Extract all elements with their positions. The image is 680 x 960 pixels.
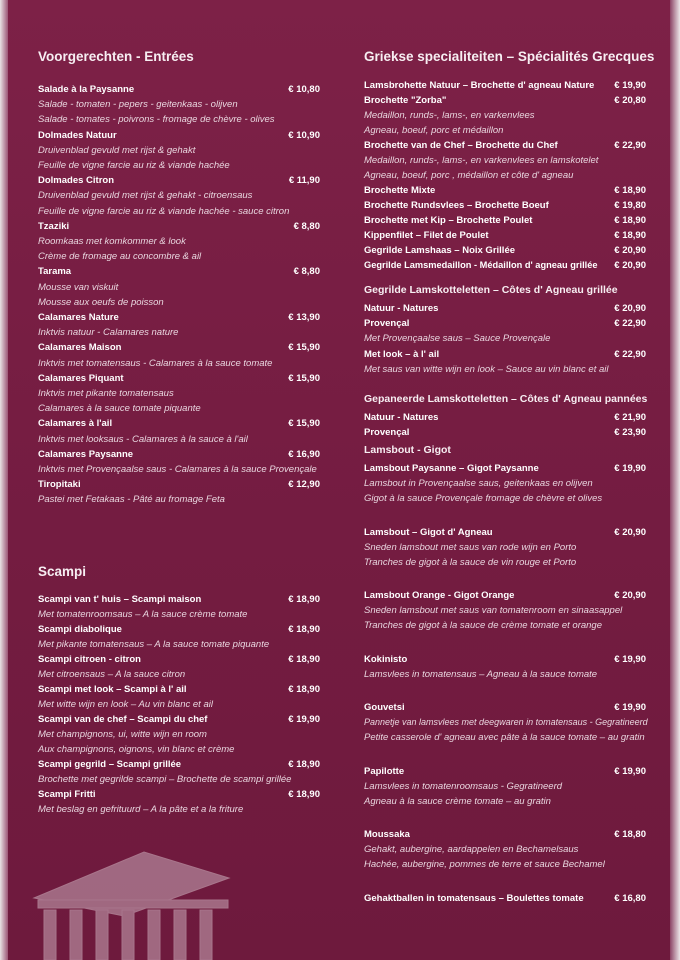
section-heading-greek: Griekse specialiteiten – Spécialités Grecques — [364, 49, 655, 64]
menu-item — [38, 684, 320, 698]
menu-item — [364, 654, 646, 668]
item-description: Inktvis met Provençaalse saus - Calamares à la sauce Provençale — [38, 464, 317, 475]
item-price: € 19,90 — [614, 80, 646, 91]
menu-item — [38, 266, 320, 280]
item-price: € 8,80 — [293, 220, 320, 232]
item-name: Moussaka — [364, 829, 410, 840]
section-heading-scampi: Scampi — [38, 564, 87, 579]
item-name: Scampi Fritti — [38, 789, 96, 800]
item-price: € 18,90 — [614, 185, 646, 196]
menu-item — [364, 702, 646, 716]
item-name: Scampi citroen - citron — [38, 654, 141, 665]
item-name: Calamares Piquant — [38, 372, 124, 384]
item-name: Scampi diabolique — [38, 624, 122, 635]
item-name: Lamsbout Orange - Gigot Orange — [364, 590, 515, 601]
menu-item — [364, 230, 646, 244]
item-name: Brochette van de Chef – Brochette du Chef — [364, 140, 558, 151]
menu-item — [364, 527, 646, 541]
menu-item — [364, 200, 646, 214]
item-description: Pastei met Fetakaas - Pâté au fromage Feta — [38, 494, 225, 506]
item-description: Agneau, boeuf, porc , médaillon et côte d' agneau — [364, 170, 574, 181]
item-price: € 21,90 — [614, 412, 646, 423]
item-price: € 18,90 — [288, 654, 320, 665]
item-description: Sneden lamsbout met saus van rode wijn en Porto — [364, 541, 577, 553]
item-description: Lamsvlees in tomatenroomsaus - Gegratineerd — [364, 780, 563, 792]
item-description: Inktvis met tomatensaus - Calamares à la sauce tomate — [38, 357, 273, 369]
item-description: Medaillon, runds-, lams-, en varkenvlees — [364, 110, 535, 121]
item-name: Brochette met Kip – Brochette Poulet — [364, 215, 533, 226]
item-description: Met citroensaus – A la sauce citron — [38, 669, 186, 680]
item-description: Mousse aux oeufs de poisson — [38, 296, 164, 308]
item-description: Agneau, boeuf, porc et médaillon — [364, 125, 504, 136]
item-name: Provençal — [364, 427, 410, 438]
item-price: € 22,90 — [614, 318, 646, 330]
item-name: Natuur - Natures — [364, 303, 439, 314]
item-description: Tranches de gigot à la sauce de vin rouge et Porto — [364, 556, 577, 568]
item-description: Petite casserole d' agneau avec pâte à la sauce tomate – au gratin — [364, 732, 645, 743]
menu-item — [364, 185, 646, 199]
item-description: Lamsvlees in tomatensaus – Agneau à la sauce tomate — [364, 668, 598, 680]
item-description: Medaillon, runds-, lams-, en varkenvlees en lamskotelet — [364, 155, 599, 166]
item-description: Calamares à la sauce tomate piquante — [38, 403, 201, 415]
item-description: Lamsbout in Provençaalse saus, geitenkaas en olijven — [364, 478, 593, 489]
item-name: Scampi met look – Scampi à l' ail — [38, 684, 187, 695]
item-price: € 18,90 — [288, 624, 320, 635]
menu-item — [38, 221, 320, 235]
item-price: € 20,90 — [614, 260, 646, 271]
menu-item — [364, 80, 646, 94]
item-name: Scampi gegrild – Scampi grillée — [38, 759, 182, 770]
item-description: Agneau à la sauce crème tomate – au gratin — [364, 795, 551, 807]
item-name: Salade à la Paysanne — [38, 84, 135, 95]
item-name: Gouvetsi — [364, 702, 405, 713]
item-description: Roomkaas met komkommer & look — [38, 236, 186, 247]
section-heading-grilled: Gegrilde Lamskotteletten – Côtes d' Agneau grillée — [364, 284, 618, 296]
item-name: Scampi van t' huis – Scampi maison — [38, 594, 202, 605]
item-name: Lamsbout Paysanne – Gigot Paysanne — [364, 463, 539, 474]
item-price: € 18,80 — [614, 829, 646, 840]
item-name: Gehaktballen in tomatensaus – Boulettes tomate — [364, 892, 584, 904]
menu-item — [364, 245, 646, 259]
item-description: Feuille de vigne farcie au riz & viande hachée — [38, 160, 230, 171]
menu-item — [364, 427, 646, 441]
menu-item — [38, 312, 320, 326]
item-name: Brochette Mixte — [364, 185, 436, 196]
menu-item — [364, 260, 646, 274]
item-price: € 19,90 — [614, 765, 646, 777]
menu-item — [38, 594, 320, 608]
item-price: € 18,90 — [288, 789, 320, 800]
section-heading-gigot: Lamsbout - Gigot — [364, 444, 451, 456]
item-price: € 19,80 — [614, 200, 646, 211]
menu-item — [364, 766, 646, 780]
item-price: € 20,80 — [614, 95, 646, 106]
menu-item — [364, 829, 646, 843]
item-price: € 20,90 — [614, 245, 646, 256]
item-price: € 8,80 — [293, 266, 320, 278]
item-name: Papilotte — [364, 765, 405, 777]
item-name: Provençal — [364, 318, 410, 330]
item-description: Met tomatenroomsaus – A la sauce crème tomate — [38, 609, 248, 620]
item-price: € 23,90 — [614, 427, 646, 438]
menu-item — [364, 95, 646, 109]
menu-item — [38, 789, 320, 803]
item-price: € 15,90 — [288, 342, 320, 354]
section-heading-starters: Voorgerechten - Entrées — [38, 49, 194, 64]
item-description: Met champignons, ui, witte wijn en room — [38, 729, 207, 740]
menu-item — [364, 303, 646, 317]
menu-item — [364, 349, 646, 363]
item-price: € 22,90 — [614, 348, 646, 360]
item-price: € 20,90 — [614, 303, 646, 314]
item-name: Tarama — [38, 266, 72, 278]
item-name: Calamares à l'ail — [38, 418, 113, 430]
item-price: € 18,90 — [288, 759, 320, 770]
item-description: Crème de fromage au concombre & ail — [38, 251, 202, 263]
item-name: Brochette "Zorba" — [364, 95, 447, 106]
item-description: Gehakt, aubergine, aardappelen en Bechamelsaus — [364, 844, 579, 855]
item-price: € 20,90 — [614, 526, 646, 538]
item-name: Calamares Maison — [38, 342, 122, 354]
item-price: € 19,90 — [614, 702, 646, 713]
item-name: Lamsbout – Gigot d' Agneau — [364, 526, 493, 538]
item-description: Met saus van witte wijn en look – Sauce au vin blanc et ail — [364, 363, 609, 375]
item-description: Aux champignons, oignons, vin blanc et crème — [38, 744, 235, 755]
item-name: Tiropitaki — [38, 479, 81, 491]
item-name: Calamares Nature — [38, 312, 119, 323]
item-description: Gigot à la sauce Provençale fromage de chèvre et olives — [364, 493, 603, 504]
item-description: Druivenblad gevuld met rijst & gehakt - citroensaus — [38, 190, 253, 202]
item-price: € 16,90 — [288, 448, 320, 460]
item-price: € 22,90 — [614, 140, 646, 151]
item-description: Met beslag en gefrituurd – A la pâte et a la friture — [38, 804, 244, 815]
menu-item — [38, 175, 320, 189]
item-price: € 10,90 — [288, 129, 320, 141]
menu-item — [38, 759, 320, 773]
item-price: € 16,80 — [614, 892, 646, 904]
menu-item — [38, 479, 320, 493]
item-price: € 15,90 — [288, 372, 320, 384]
menu-item — [38, 130, 320, 144]
item-name: Natuur - Natures — [364, 412, 439, 423]
menu-item — [38, 342, 320, 356]
menu-item — [364, 463, 646, 477]
item-description: Inktvis met looksaus - Calamares à la sauce à l'ail — [38, 433, 248, 445]
item-description: Met pikante tomatensaus – A la sauce tomate piquante — [38, 639, 270, 650]
section-heading-breaded: Gepaneerde Lamskotteletten – Côtes d' Agneau pannées — [364, 393, 648, 405]
item-price: € 18,90 — [288, 594, 320, 605]
menu-item — [364, 215, 646, 229]
menu-item — [38, 654, 320, 668]
item-name: Kokinisto — [364, 653, 408, 665]
item-price: € 19,90 — [614, 463, 646, 474]
item-price: € 13,90 — [288, 312, 320, 323]
item-description: Inktvis natuur - Calamares nature — [38, 327, 179, 339]
item-name: Calamares Paysanne — [38, 448, 134, 460]
item-name: Gegrilde Lamshaas – Noix Grillée — [364, 245, 516, 256]
item-description: Mousse van viskuit — [38, 281, 119, 293]
item-price: € 18,90 — [614, 215, 646, 226]
item-description: Brochette met gegrilde scampi – Brochette de scampi grillée — [38, 774, 292, 785]
item-name: Lamsbrohette Natuur – Brochette d' agneau Nature — [364, 80, 595, 91]
paper-edge-left — [0, 0, 8, 960]
menu-item — [38, 624, 320, 638]
item-name: Tzaziki — [38, 220, 70, 232]
item-description: Druivenblad gevuld met rijst & gehakt — [38, 144, 196, 156]
item-name: Kippenfilet – Filet de Poulet — [364, 230, 489, 241]
item-description: Met witte wijn en look – Au vin blanc et ail — [38, 699, 213, 710]
menu-item — [364, 893, 646, 907]
item-name: Gegrilde Lamsmedaillon - Médaillon d' agneau grillée — [364, 260, 598, 270]
item-description: Salade - tomates - poivrons - fromage de chèvre - olives — [38, 114, 275, 126]
item-description: Sneden lamsbout met saus van tomatenroom en sinaasappel — [364, 605, 623, 616]
menu-item — [38, 418, 320, 432]
menu-item — [364, 590, 646, 604]
item-description: Hachée, aubergine, pommes de terre et sauce Bechamel — [364, 859, 605, 870]
paper-edge-right — [670, 0, 680, 960]
item-price: € 10,80 — [288, 84, 320, 95]
temple-ruins-icon — [14, 838, 244, 960]
menu-item — [364, 412, 646, 426]
item-description: Feuille de vigne farcie au riz & viande hachée - sauce citron — [38, 205, 290, 217]
item-price: € 20,90 — [614, 590, 646, 601]
item-price: € 19,90 — [614, 653, 646, 665]
item-description: Met Provençaalse saus – Sauce Provençale — [364, 333, 551, 345]
item-description: Pannetje van lamsvlees met deegwaren in tomatensaus - Gegratineerd — [364, 717, 648, 727]
menu-item — [38, 449, 320, 463]
item-price: € 15,90 — [288, 418, 320, 430]
item-name: Brochette Rundsvlees – Brochette Boeuf — [364, 200, 549, 211]
item-price: € 18,90 — [614, 230, 646, 241]
item-price: € 12,90 — [288, 479, 320, 491]
item-name: Met look – à l' ail — [364, 348, 440, 360]
item-price: € 11,90 — [288, 175, 320, 187]
item-description: Inktvis met pikante tomatensaus — [38, 388, 174, 399]
item-name: Scampi van de chef – Scampi du chef — [38, 714, 208, 725]
menu-item — [364, 140, 646, 154]
menu-item — [38, 373, 320, 387]
item-name: Dolmades Citron — [38, 175, 115, 187]
menu-item — [38, 714, 320, 728]
menu-item — [38, 84, 320, 98]
menu-item — [364, 318, 646, 332]
item-price: € 19,90 — [288, 714, 320, 725]
item-price: € 18,90 — [288, 684, 320, 695]
item-description: Tranches de gigot à la sauce de crème tomate et orange — [364, 620, 602, 631]
item-description: Salade - tomaten - pepers - geitenkaas - olijven — [38, 99, 238, 111]
item-name: Dolmades Natuur — [38, 129, 117, 141]
